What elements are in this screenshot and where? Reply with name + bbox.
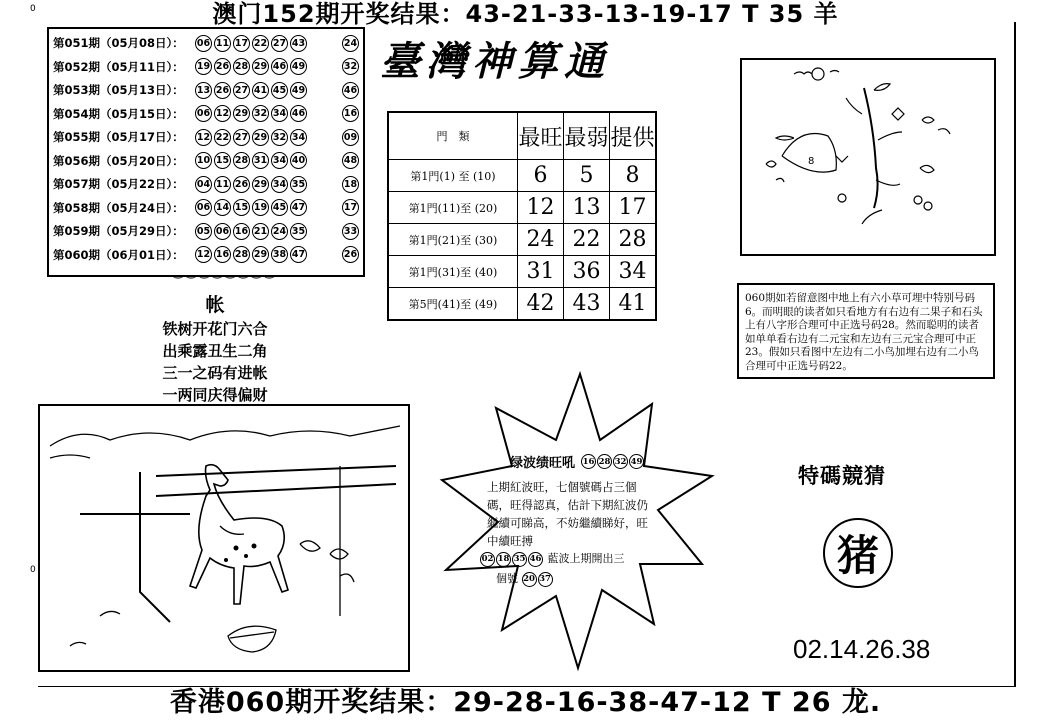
number-ball: 46 — [528, 552, 543, 567]
number-ball: 16 — [233, 223, 250, 240]
special-number-ball: 46 — [342, 82, 359, 99]
history-row-label: 第051期（05月08日）： — [53, 36, 184, 50]
max-cell: 24 — [518, 224, 564, 256]
star-bottom-line-2 — [480, 569, 660, 589]
number-ball: 06 — [195, 105, 212, 122]
number-ball: 28 — [233, 152, 250, 169]
history-row — [53, 126, 365, 148]
history-row-label: 第052期（05月11日）： — [53, 59, 184, 74]
offer-cell: 34 — [610, 256, 657, 288]
history-row-label: 第057期（05月22日）： — [53, 177, 184, 191]
number-ball: 02 — [480, 552, 495, 567]
verse-line: 铁树开花门六合 — [162, 320, 268, 338]
history-row — [53, 150, 365, 172]
number-ball: 47 — [290, 199, 307, 216]
number-ball: 20 — [522, 572, 537, 587]
illustration-badge: 8 — [808, 156, 815, 167]
table-header-category: 門 類 — [388, 112, 518, 160]
number-ball: 38 — [271, 246, 288, 263]
number-ball: 26 — [233, 176, 250, 193]
max-cell: 12 — [518, 192, 564, 224]
number-ball: 16 — [214, 246, 231, 263]
number-ball: 32 — [613, 454, 628, 469]
special-number-ball: 48 — [342, 152, 359, 169]
range-cell: 第1門(1) 至 (10) — [388, 160, 518, 192]
table-header-max: 最旺 — [518, 112, 564, 160]
number-ball: 35 — [512, 552, 527, 567]
number-ball: 19 — [252, 199, 269, 216]
history-row-label: 第055期（05月17日）： — [53, 130, 184, 144]
frequency-table — [387, 111, 657, 321]
table-row — [388, 288, 656, 321]
hint-text-box: 060期如若留意图中地上有六小草可埋中特别号码6。而明眼的读者如只看地方有右边有二果子和石头上有八字形合理可中正选号码28。然而聪明的读者如单单看右边有二元宝和左边有三元宝合理可中正23。假如只看图中左边有二小鸟加埋右边有二小鸟合理可中正选号码22。 — [737, 283, 995, 379]
number-ball: 27 — [271, 35, 288, 52]
star-bottom-balls — [480, 552, 544, 565]
number-ball: 29 — [252, 58, 269, 75]
history-row-label: 第056期（05月20日）： — [53, 153, 184, 168]
special-number-ball: 26 — [342, 246, 359, 263]
special-number-ball: 32 — [342, 58, 359, 75]
star-bottom-line-1 — [480, 549, 660, 569]
min-cell: 5 — [564, 160, 610, 192]
number-ball: 17 — [233, 35, 250, 52]
star-bottom-balls-2 — [522, 572, 554, 585]
number-ball: 29 — [252, 176, 269, 193]
number-ball: 10 — [195, 152, 212, 169]
number-ball: 28 — [597, 454, 612, 469]
history-dash-decoration: ‿‿‿‿‿‿‿‿ — [174, 268, 279, 279]
table-header-row — [388, 112, 656, 160]
history-row — [53, 244, 365, 266]
star-bottom-block — [480, 549, 660, 589]
history-row — [53, 173, 365, 195]
zodiac-char: 猪 — [836, 531, 879, 580]
number-ball: 41 — [252, 82, 269, 99]
range-cell: 第1門(11)至 (20) — [388, 192, 518, 224]
number-ball: 15 — [233, 199, 250, 216]
special-number-ball: 33 — [342, 223, 359, 240]
number-ball: 45 — [271, 82, 288, 99]
number-ball: 35 — [290, 223, 307, 240]
number-ball: 27 — [233, 129, 250, 146]
number-ball: 11 — [214, 176, 231, 193]
verse-line: 一两同庆得偏财 — [162, 386, 268, 404]
table-header-min: 最弱 — [564, 112, 610, 160]
number-ball: 49 — [290, 58, 307, 75]
number-ball: 14 — [214, 199, 231, 216]
number-ball: 12 — [195, 246, 212, 263]
history-row — [53, 197, 365, 219]
history-row — [53, 220, 365, 242]
draw-history-box — [47, 27, 365, 277]
history-row-label: 第058期（05月24日）： — [53, 200, 184, 215]
max-cell: 31 — [518, 256, 564, 288]
number-ball: 24 — [271, 223, 288, 240]
offer-cell: 28 — [610, 224, 657, 256]
star-title-balls — [581, 454, 645, 469]
number-ball: 12 — [195, 129, 212, 146]
min-cell: 13 — [564, 192, 610, 224]
history-row-label: 第060期（06月01日）： — [53, 247, 184, 262]
special-number-ball: 09 — [342, 129, 359, 146]
number-ball: 19 — [195, 58, 212, 75]
number-ball: 35 — [290, 176, 307, 193]
special-number-ball: 17 — [342, 199, 359, 216]
tree-bird-illustration — [740, 58, 996, 256]
number-ball: 16 — [581, 454, 596, 469]
history-row-label: 第059期（05月29日）： — [53, 224, 184, 238]
number-ball: 34 — [271, 105, 288, 122]
history-row — [53, 103, 365, 125]
zodiac-guess-numbers: 02.14.26.38 — [793, 634, 931, 664]
zodiac-circle — [823, 518, 893, 588]
tree-bird-drawing — [742, 60, 994, 254]
history-row — [53, 56, 365, 78]
number-ball: 32 — [252, 105, 269, 122]
number-ball: 28 — [233, 246, 250, 263]
min-cell: 22 — [564, 224, 610, 256]
number-ball: 27 — [233, 82, 250, 99]
number-ball: 34 — [271, 176, 288, 193]
logo-title: 臺灣神算通 — [380, 38, 610, 85]
table-header-offer: 提供 — [610, 112, 657, 160]
number-ball: 18 — [496, 552, 511, 567]
number-ball: 29 — [252, 246, 269, 263]
number-ball: 40 — [290, 152, 307, 169]
hongkong-result-title: 香港060期开奖结果：29-28-16-38-47-12 T 26 龙. — [169, 687, 882, 718]
verse-line: 三一之码有进帐 — [162, 364, 268, 382]
history-row — [53, 32, 365, 54]
number-ball: 49 — [290, 82, 307, 99]
horse-illustration — [38, 404, 410, 672]
corner-mark-middle: 0 — [30, 565, 36, 575]
number-ball: 13 — [195, 82, 212, 99]
history-row-label: 第053期（05月13日）： — [53, 83, 184, 97]
number-ball: 46 — [290, 105, 307, 122]
range-cell: 第1門(21)至 (30) — [388, 224, 518, 256]
table-row — [388, 160, 656, 192]
number-ball: 29 — [233, 105, 250, 122]
number-ball: 34 — [271, 152, 288, 169]
max-cell: 6 — [518, 160, 564, 192]
number-ball: 47 — [290, 246, 307, 263]
special-number-ball: 16 — [342, 105, 359, 122]
verse-line: 出乘露丑生二角 — [162, 342, 268, 360]
number-ball: 37 — [538, 572, 553, 587]
number-ball: 06 — [195, 199, 212, 216]
table-row — [388, 256, 656, 288]
range-cell: 第5門(41)至 (49) — [388, 288, 518, 321]
offer-cell: 41 — [610, 288, 657, 321]
star-body-text: 上期紅波旺，七個號碼占三個碼，旺得認真，估計下期紅波仍繼續可睇高，不妨繼續睇好，旺中續旺搏 — [487, 480, 648, 548]
special-number-ball: 18 — [342, 176, 359, 193]
number-ball: 21 — [252, 223, 269, 240]
number-ball: 29 — [252, 129, 269, 146]
number-ball: 15 — [214, 152, 231, 169]
min-cell: 43 — [564, 288, 610, 321]
star-bottom-text-2: 個號 — [496, 572, 518, 585]
number-ball: 26 — [214, 82, 231, 99]
history-row — [53, 79, 365, 101]
special-number-ball: 24 — [342, 35, 359, 52]
offer-cell: 8 — [610, 160, 657, 192]
number-ball: 22 — [214, 129, 231, 146]
star-title: 绿波绩旺吼 — [510, 456, 576, 471]
number-ball: 12 — [214, 105, 231, 122]
star-title-row — [510, 452, 645, 471]
star-bottom-text-1: 藍波上期開出三 — [547, 552, 625, 565]
range-cell: 第1門(31)至 (40) — [388, 256, 518, 288]
offer-cell: 17 — [610, 192, 657, 224]
number-ball: 06 — [214, 223, 231, 240]
number-ball: 31 — [252, 152, 269, 169]
verse-block — [140, 292, 290, 406]
history-row-label: 第054期（05月15日）： — [53, 106, 184, 121]
macau-result-title: 澳门152期开奖结果：43-21-33-13-19-17 T 35 羊 — [212, 0, 839, 28]
number-ball: 06 — [195, 35, 212, 52]
number-ball: 05 — [195, 223, 212, 240]
table-row — [388, 192, 656, 224]
horse-drawing — [40, 406, 408, 670]
corner-mark-top: 0 — [30, 4, 36, 14]
number-ball: 46 — [271, 58, 288, 75]
number-ball: 04 — [195, 176, 212, 193]
number-ball: 26 — [214, 58, 231, 75]
number-ball: 32 — [271, 129, 288, 146]
number-ball: 22 — [252, 35, 269, 52]
number-ball: 49 — [629, 454, 644, 469]
min-cell: 36 — [564, 256, 610, 288]
number-ball: 43 — [290, 35, 307, 52]
table-row — [388, 224, 656, 256]
number-ball: 28 — [233, 58, 250, 75]
max-cell: 42 — [518, 288, 564, 321]
zodiac-guess-title: 特碼競猜 — [798, 463, 886, 488]
number-ball: 11 — [214, 35, 231, 52]
number-ball: 34 — [290, 129, 307, 146]
number-ball: 45 — [271, 199, 288, 216]
verse-title: 帐 — [205, 294, 225, 316]
